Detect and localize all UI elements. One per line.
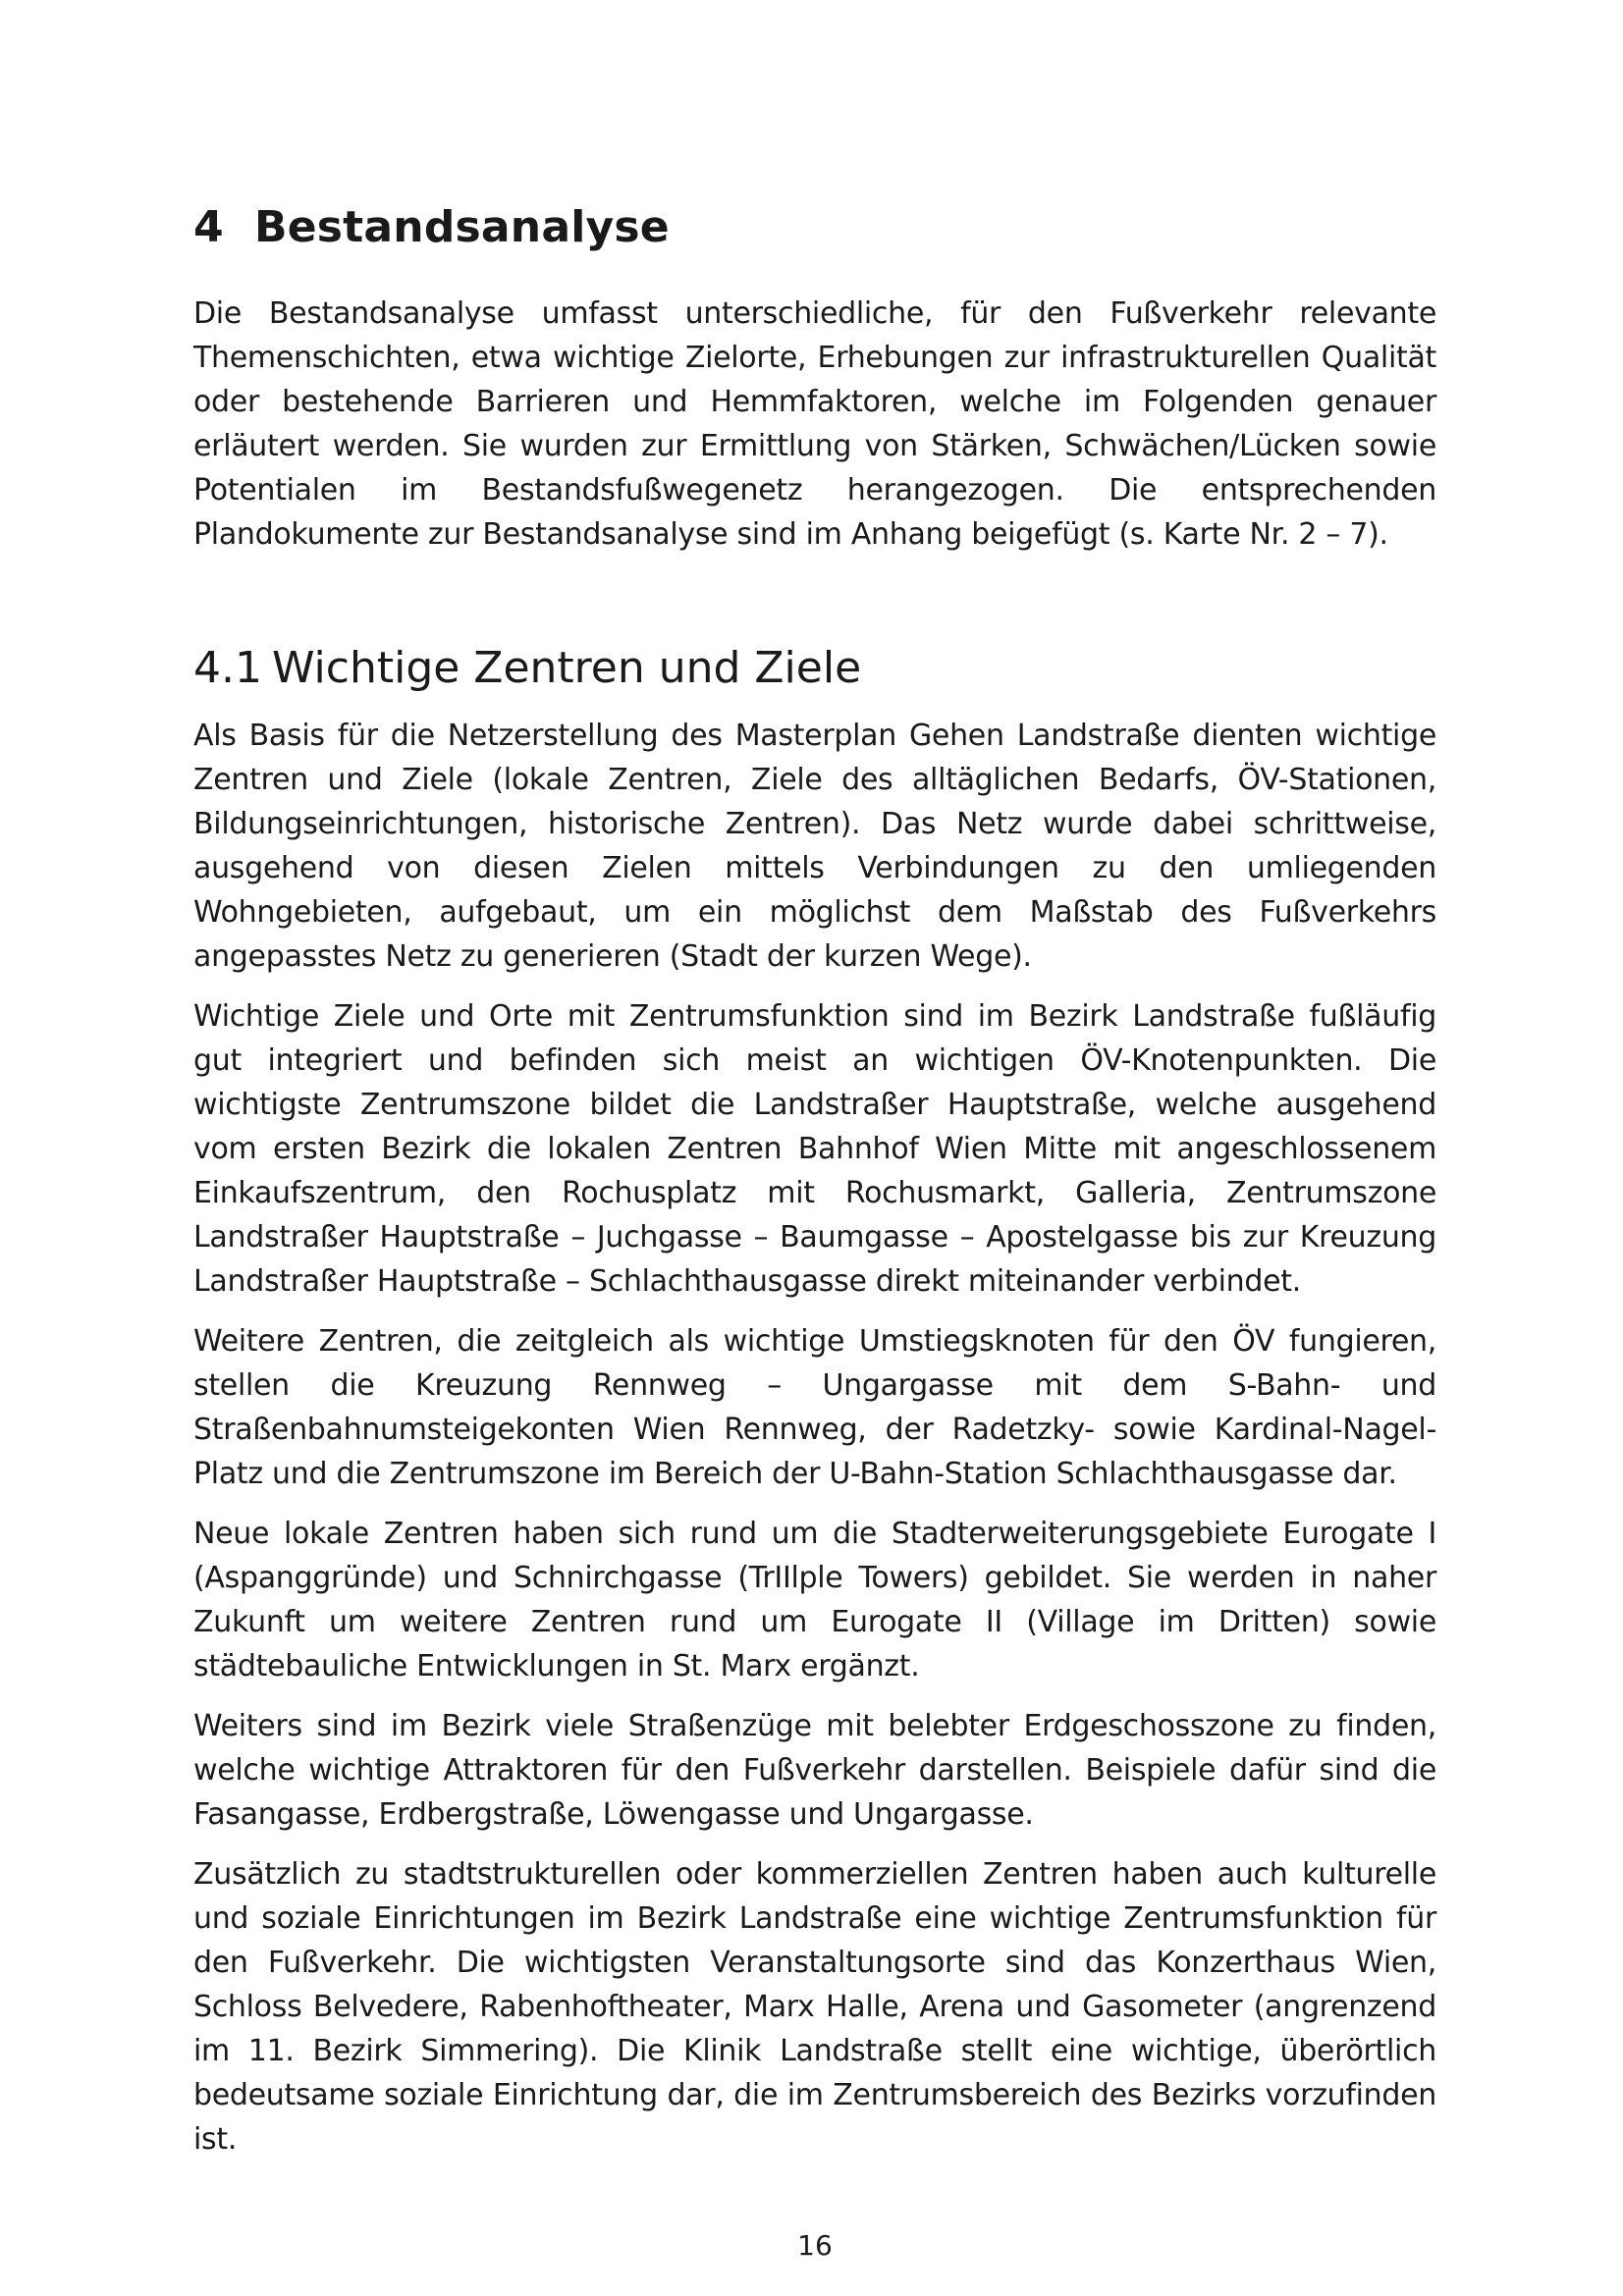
section-4-number: 4 [193,202,224,252]
section-4-1-heading [193,641,861,696]
section-4-1-paragraph-4: Neue lokale Zentren haben sich rund um die Stadterweiterungsgebiete Eurogate I (Aspanggründe) und Schnirchgasse (TrIIlple Towers) gebildet. Sie werden in naher Zukunft um weitere Zentren rund um Eurogate II (Village im Dritten) sowie städtebauliche Entwicklungen in St. Marx ergänzt. [193,1517,1436,1683]
section-4-1-body [193,714,1436,2177]
section-4-title: Bestandsanalyse [254,202,670,252]
section-4-1-paragraph-1: Als Basis für die Netzerstellung des Masterplan Gehen Landstraße dienten wichtige Zentren und Ziele (lokale Zentren, Ziele des alltäglichen Bedarfs, ÖV-Stationen, Bildungseinrichtungen, historische Zentren). Das Netz wurde dabei schrittweise, ausgehend von diesen Zielen mittels Verbindungen zu den umliegenden Wohngebieten, aufgebaut, um ein möglichst dem Maßstab des Fußverkehrs angepasstes Netz zu generieren (Stadt der kurzen Wege). [193,719,1436,974]
document-page [193,0,1436,2296]
section-4-1-paragraph-2: Wichtige Ziele und Orte mit Zentrumsfunktion sind im Bezirk Landstraße fußläufig gut integriert und befinden sich meist an wichtigen ÖV-Knotenpunkten. Die wichtigste Zentrumszone bildet die Landstraßer Hauptstraße, welche ausgehend vom ersten Bezirk die lokalen Zentren Bahnhof Wien Mitte mit angeschlossenem Einkaufszentrum, den Rochusplatz mit Rochusmarkt, Galleria, Zentrumszone Landstraßer Hauptstraße – Juchgasse – Baumgasse – Apostelgasse bis zur Kreuzung Landstraßer Hauptstraße – Schlachthausgasse direkt miteinander verbindet. [193,999,1436,1299]
section-4-heading [193,200,670,255]
section-4-1-paragraph-6: Zusätzlich zu stadtstrukturellen oder kommerziellen Zentren haben auch kulturelle und soziale Einrichtungen im Bezirk Landstraße eine wichtige Zentrumsfunktion für den Fußverkehr. Die wichtigsten Veranstaltungsorte sind das Konzerthaus Wien, Schloss Belvedere, Rabenhoftheater, Marx Halle, Arena und Gasometer (angrenzend im 11. Bezirk Simmering). Die Klinik Landstraße stellt eine wichtige, überörtlich bedeutsame soziale Einrichtung dar, die im Zentrumsbereich des Bezirks vorzufinden ist. [193,1857,1436,2157]
section-4-paragraph-1: Die Bestandsanalyse umfasst unterschiedliche, für den Fußverkehr relevante Themenschichten, etwa wichtige Zielorte, Erhebungen zur infrastrukturellen Qualität oder bestehende Barrieren und Hemmfaktoren, welche im Folgenden genauer erläutert werden. Sie wurden zur Ermittlung von Stärken, Schwächen/Lücken sowie Potentialen im Bestandsfußwegenetz herangezogen. Die entsprechenden Plandokumente zur Bestandsanalyse sind im Anhang beigefügt (s. Karte Nr. 2 – 7). [193,296,1436,552]
section-4-1-title: Wichtige Zentren und Ziele [272,643,862,693]
section-4-body [193,292,1436,572]
page-number: 16 [797,2229,833,2262]
section-4-1-paragraph-5: Weiters sind im Bezirk viele Straßenzüge mit belebter Erdgeschosszone zu finden, welche wichtige Attraktoren für den Fußverkehr darstellen. Beispiele dafür sind die Fasangasse, Erdbergstraße, Löwengasse und Ungargasse. [193,1709,1436,1832]
section-4-1-number: 4.1 [193,643,262,693]
section-4-1-paragraph-3: Weitere Zentren, die zeitgleich als wichtige Umstiegsknoten für den ÖV fungieren, stellen die Kreuzung Rennweg – Ungargasse mit dem S-Bahn- und Straßenbahnumsteigekonten Wien Rennweg, der Radetzky- sowie Kardinal-Nagel-Platz und die Zentrumszone im Bereich der U-Bahn-Station Schlachthausgasse dar. [193,1324,1436,1491]
